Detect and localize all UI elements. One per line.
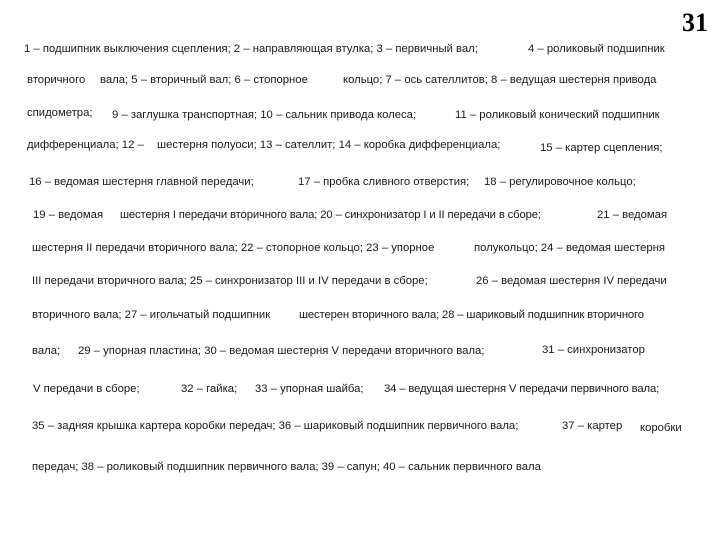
legend-line-3-part-1: спидометра; [27, 107, 93, 119]
legend-line-5-part-2: 17 – пробка сливного отверстия; [298, 176, 470, 188]
legend-line-5-part-3: 18 – регулировочное кольцо; [484, 176, 636, 188]
legend-line-7-part-2: полукольцо; 24 – ведомая шестерня [474, 242, 666, 254]
legend-line-6-part-1: 19 – ведомая [33, 209, 104, 221]
legend-line-9-part-1: вторичного вала; 27 – игольчатый подшипник [32, 309, 271, 321]
legend-line-3-part-2: 9 – заглушка транспортная; 10 – сальник привода колеса; [112, 109, 417, 121]
legend-line-5-part-1: 16 – ведомая шестерня главной передачи; [29, 176, 254, 188]
legend-line-6-part-2: шестерня I передачи вторичного вала; 20 – синхронизатор I и II передачи в сборе; [120, 209, 541, 221]
legend-line-10-part-3: 31 – синхронизатор [542, 344, 645, 356]
page-number: 31 [682, 8, 708, 37]
legend-line-10-part-2: 29 – упорная пластина; 30 – ведомая шестерня V передачи вторичного вала; [78, 345, 485, 357]
legend-line-11-part-2: 32 – гайка; [181, 383, 238, 395]
legend-line-4-part-1: дифференциала; 12 – [27, 139, 144, 151]
legend-line-9-part-2: шестерен вторичного вала; 28 – шариковый подшипник вторичного [299, 309, 644, 321]
legend-line-10-part-1: вала; [32, 345, 61, 357]
legend-line-7-part-1: шестерня II передачи вторичного вала; 22 – стопорное кольцо; 23 – упорное [32, 242, 435, 254]
legend-line-1-part-1: 1 – подшипник выключения сцепления; 2 – направляющая втулка; 3 – первичный вал; [24, 43, 478, 55]
legend-line-4-part-3: 15 – картер сцепления; [540, 142, 663, 154]
legend-line-12-part-2: 37 – картер [562, 420, 623, 432]
legend-line-2-part-2: вала; 5 – вторичный вал; 6 – стопорное [100, 74, 308, 86]
legend-line-11-part-1: V передачи в сборе; [33, 383, 140, 395]
legend-line-3-part-3: 11 – роликовый конический подшипник [455, 109, 660, 121]
legend-line-11-part-3: 33 – упорная шайба; [255, 383, 364, 395]
legend-line-6-part-3: 21 – ведомая [597, 209, 668, 221]
legend-line-2-part-1: вторичного [27, 74, 86, 86]
legend-line-8-part-1: III передачи вторичного вала; 25 – синхронизатор III и IV передачи в сборе; [32, 275, 428, 287]
legend-line-12-part-3: коробки [640, 422, 682, 434]
legend-line-1-part-2: 4 – роликовый подшипник [528, 43, 665, 55]
legend-line-13-part-1: передач; 38 – роликовый подшипник первичного вала; 39 – сапун; 40 – сальник первичного вала [32, 461, 541, 473]
legend-line-2-part-3: кольцо; 7 – ось сателлитов; 8 – ведущая шестерня привода [343, 74, 657, 86]
legend-line-11-part-4: 34 – ведущая шестерня V передачи первичного вала; [384, 383, 660, 395]
legend-line-4-part-2: шестерня полуоси; 13 – сателлит; 14 – коробка дифференциала; [157, 139, 501, 151]
legend-line-8-part-2: 26 – ведомая шестерня IV передачи [476, 275, 667, 287]
legend-line-12-part-1: 35 – задняя крышка картера коробки передач; 36 – шариковый подшипник первичного вала; [32, 420, 519, 432]
